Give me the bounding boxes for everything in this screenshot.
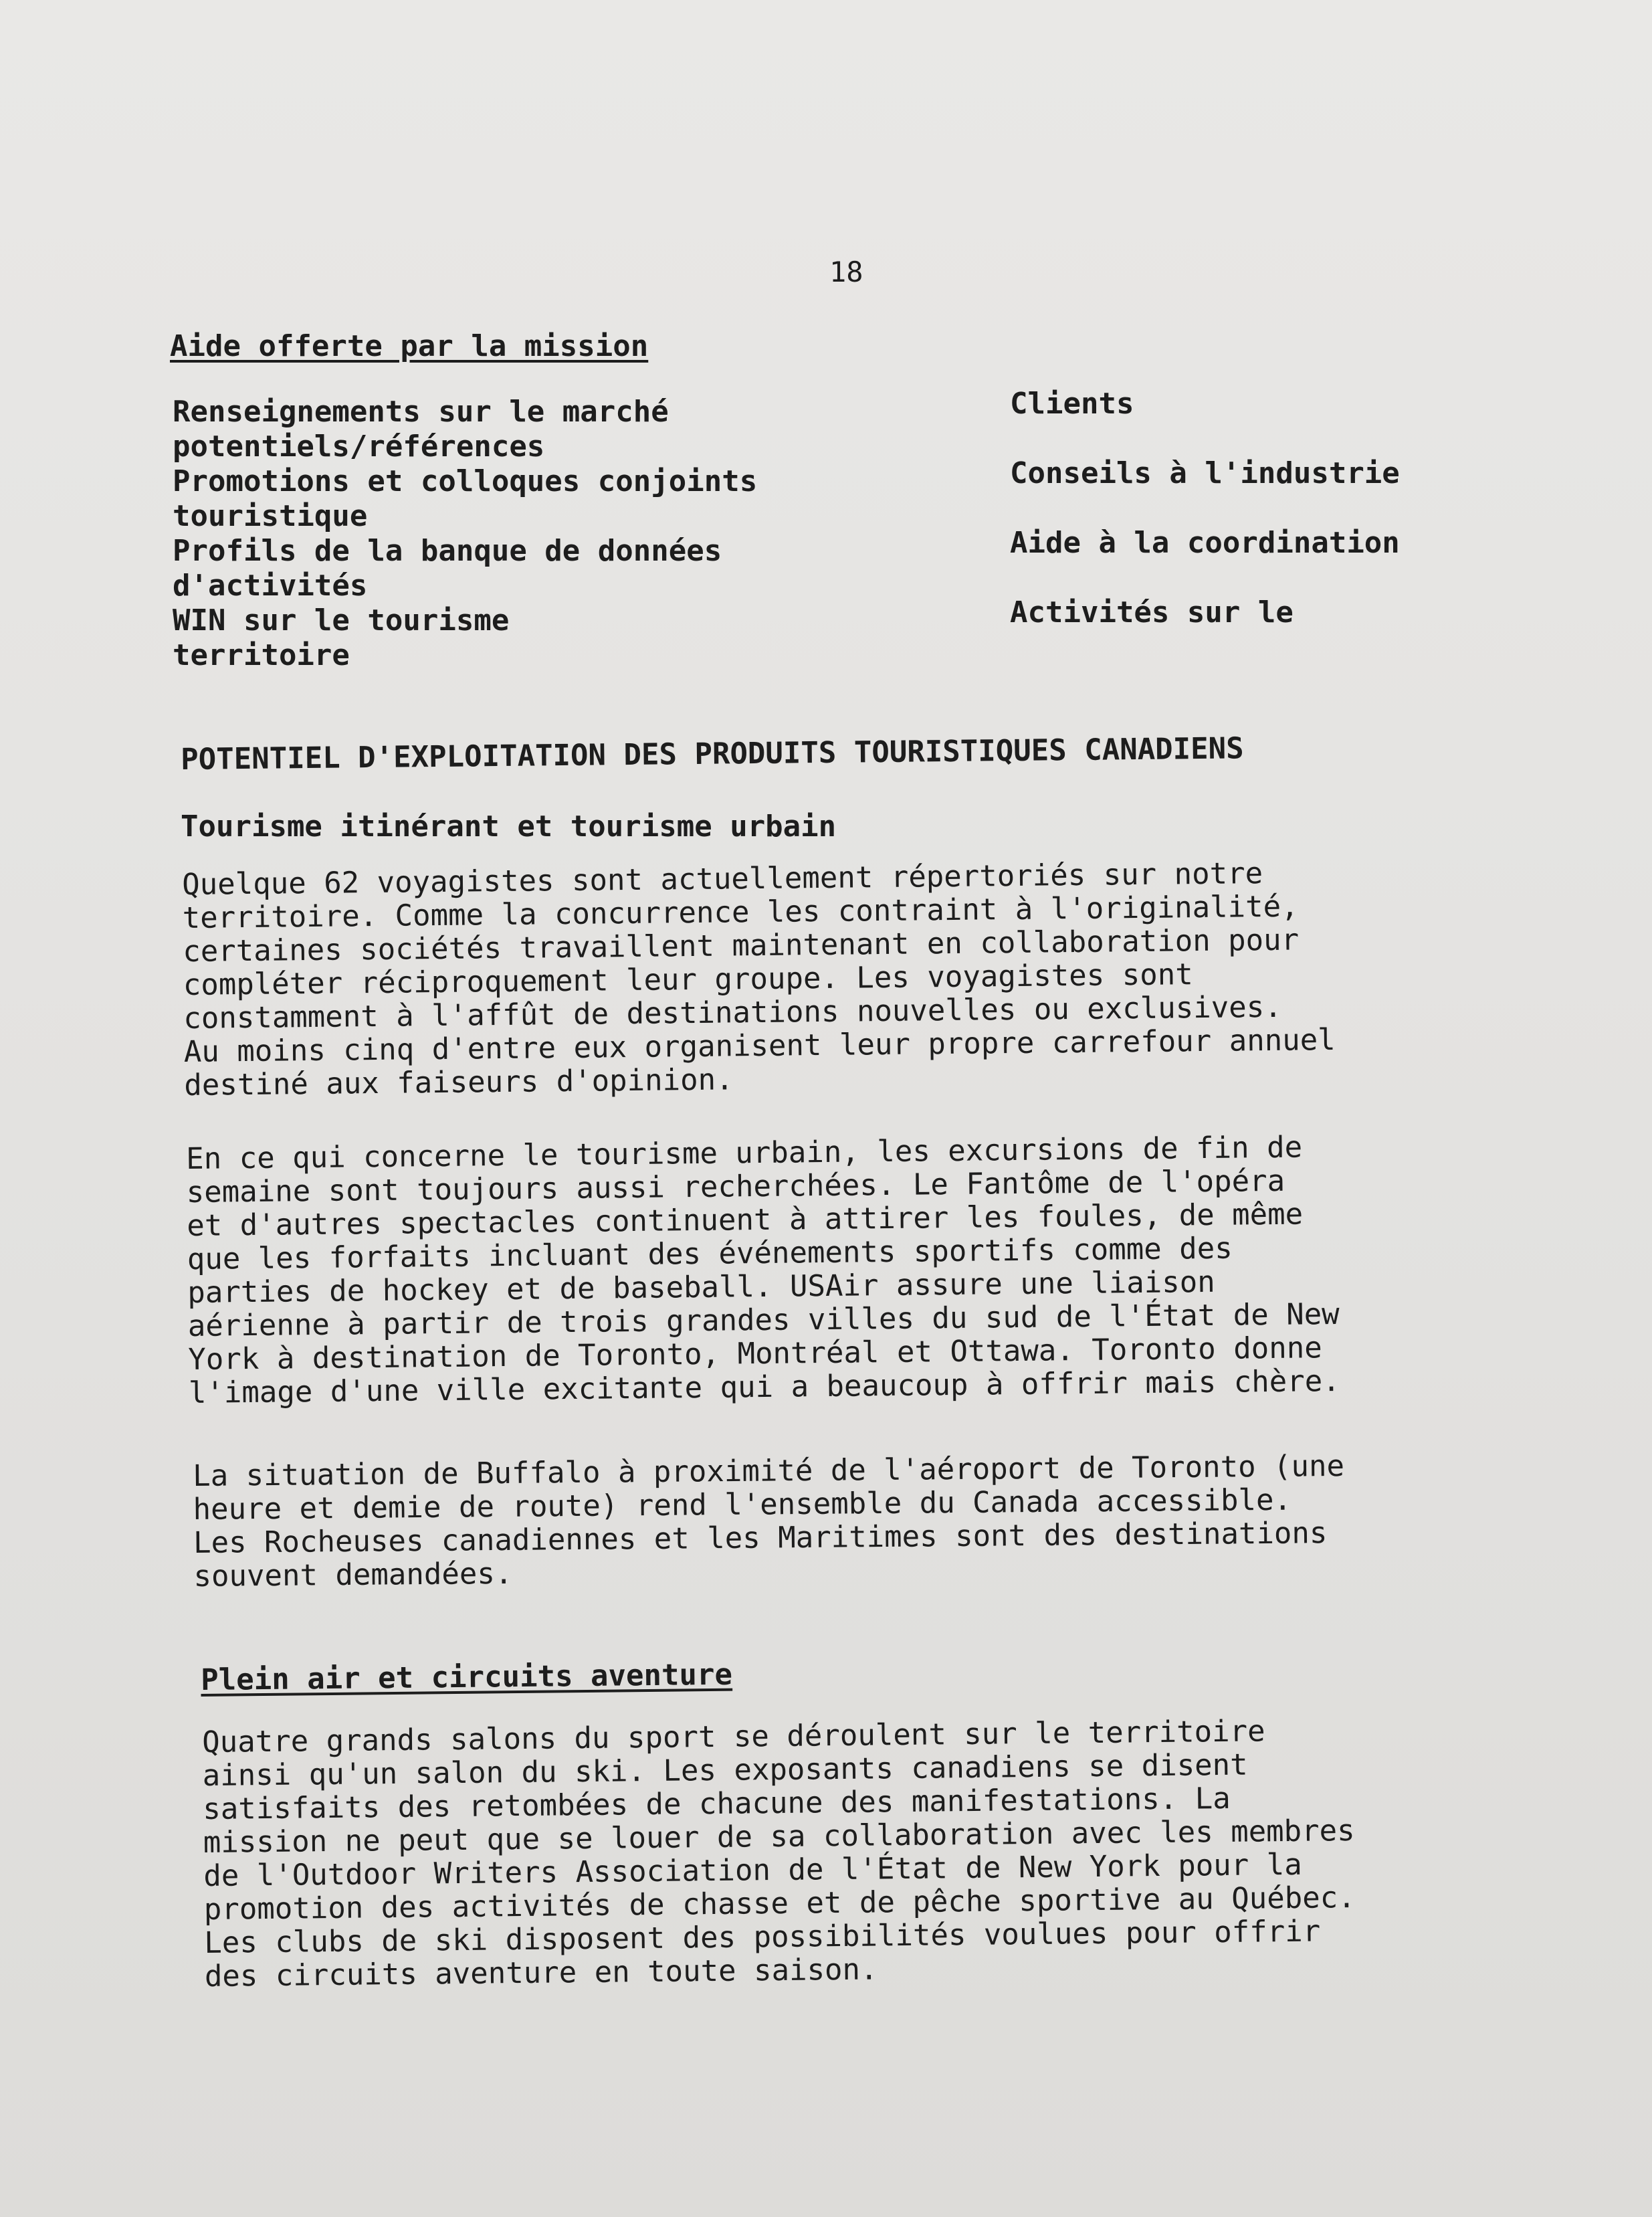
paragraph-line: et d'autres spectacles continuent à attirer les foules, de même [187, 1197, 1304, 1243]
paragraph-line: York à destination de Toronto, Montréal et Ottawa. Toronto donne [188, 1331, 1322, 1377]
paragraph-line: Quatre grands salons du sport se déroulent sur le territoire [201, 1714, 1265, 1759]
page-number: 18 [829, 256, 863, 288]
aid-left-line: d'activités [173, 569, 368, 603]
paragraph-line: parties de hockey et de baseball. USAir assure une liaison [187, 1264, 1215, 1310]
paragraph-line: La situation de Buffalo à proximité de l'aéroport de Toronto (une [192, 1448, 1345, 1493]
paragraph-line: satisfaits des retombées de chacune des manifestations. La [203, 1781, 1231, 1826]
aid-left-column [173, 395, 757, 673]
subheading-outdoor-adventure: Plein air et circuits aventure [201, 1657, 733, 1697]
paragraph-line: Au moins cinq d'entre eux organisent leur propre carrefour annuel [183, 1022, 1336, 1069]
aid-left-line: Profils de la banque de données [173, 534, 722, 568]
paragraph-line: souvent demandées. [193, 1556, 513, 1594]
paragraph-line: promotion des activités de chasse et de pêche sportive au Québec. [203, 1880, 1356, 1927]
aid-section-title: Aide offerte par la mission [170, 329, 649, 363]
paragraph-line: que les forfaits incluant des événements sportifs comme des [187, 1231, 1233, 1276]
paragraph-line: certaines sociétés travaillent maintenant en collaboration pour [183, 923, 1300, 969]
paragraph-outdoor [202, 1714, 1356, 1994]
aid-right-line: Activités sur le [1010, 595, 1294, 630]
paragraph-line: de l'Outdoor Writers Association de l'État de New York pour la [203, 1847, 1302, 1893]
subheading-itinerant-urban: Tourisme itinérant et tourisme urbain [181, 809, 837, 844]
paragraph-line: heure et demie de route) rend l'ensemble du Canada accessible. [193, 1482, 1292, 1527]
aid-right-line: Conseils à l'industrie [1010, 456, 1400, 490]
paragraph-line: Les clubs de ski disposent des possibilités voulues pour offrir [204, 1914, 1321, 1960]
main-heading: POTENTIEL D'EXPLOITATION DES PRODUITS TOURISTIQUES CANADIENS [181, 731, 1244, 777]
aid-right-column [1010, 387, 1400, 665]
paragraph-line: En ce qui concerne le tourisme urbain, les excursions de fin de [185, 1130, 1303, 1176]
paragraph-urban-tourism [186, 1131, 1340, 1410]
paragraph-line: l'image d'une ville excitante qui a beaucoup à offrir mais chère. [188, 1363, 1340, 1410]
paragraph-line: constamment à l'affût de destinations nouvelles ou exclusives. [183, 989, 1282, 1036]
aid-right-line: Aide à la coordination [1010, 526, 1400, 560]
paragraph-line: aérienne à partir de trois grandes villes du sud de l'État de New [187, 1296, 1340, 1343]
aid-left-line: Renseignements sur le marché [173, 395, 669, 429]
paragraph-line: territoire. Comme la concurrence les contraint à l'originalité, [182, 889, 1299, 935]
paragraph-line: Les Rocheuses canadiennes et les Maritimes sont des destinations [193, 1516, 1328, 1560]
aid-left-line: WIN sur le tourisme [173, 603, 510, 638]
paragraph-line: Quelque 62 voyagistes sont actuellement répertoriés sur notre [181, 856, 1263, 902]
paragraph-line: des circuits aventure en toute saison. [204, 1952, 878, 1994]
paragraph-line: mission ne peut que se louer de sa collaboration avec les membres [203, 1813, 1355, 1860]
aid-left-line: Promotions et colloques conjoints [173, 464, 758, 498]
aid-right-line: Clients [1010, 387, 1134, 421]
paragraph-line: compléter réciproquement leur groupe. Les voyagistes sont [183, 957, 1193, 1002]
paragraph-line: semaine sont toujours aussi recherchées. Le Fantôme de l'opéra [186, 1163, 1285, 1210]
paragraph-line: ainsi qu'un salon du ski. Les exposants canadiens se disent [202, 1747, 1248, 1793]
aid-left-line: touristique [173, 499, 368, 533]
aid-left-line: potentiels/références [173, 429, 545, 464]
paragraph-voyagistes [182, 856, 1336, 1102]
paragraph-line: destiné aux faiseurs d'opinion. [184, 1062, 734, 1102]
aid-left-line: territoire [173, 638, 350, 672]
paragraph-buffalo [193, 1450, 1346, 1594]
